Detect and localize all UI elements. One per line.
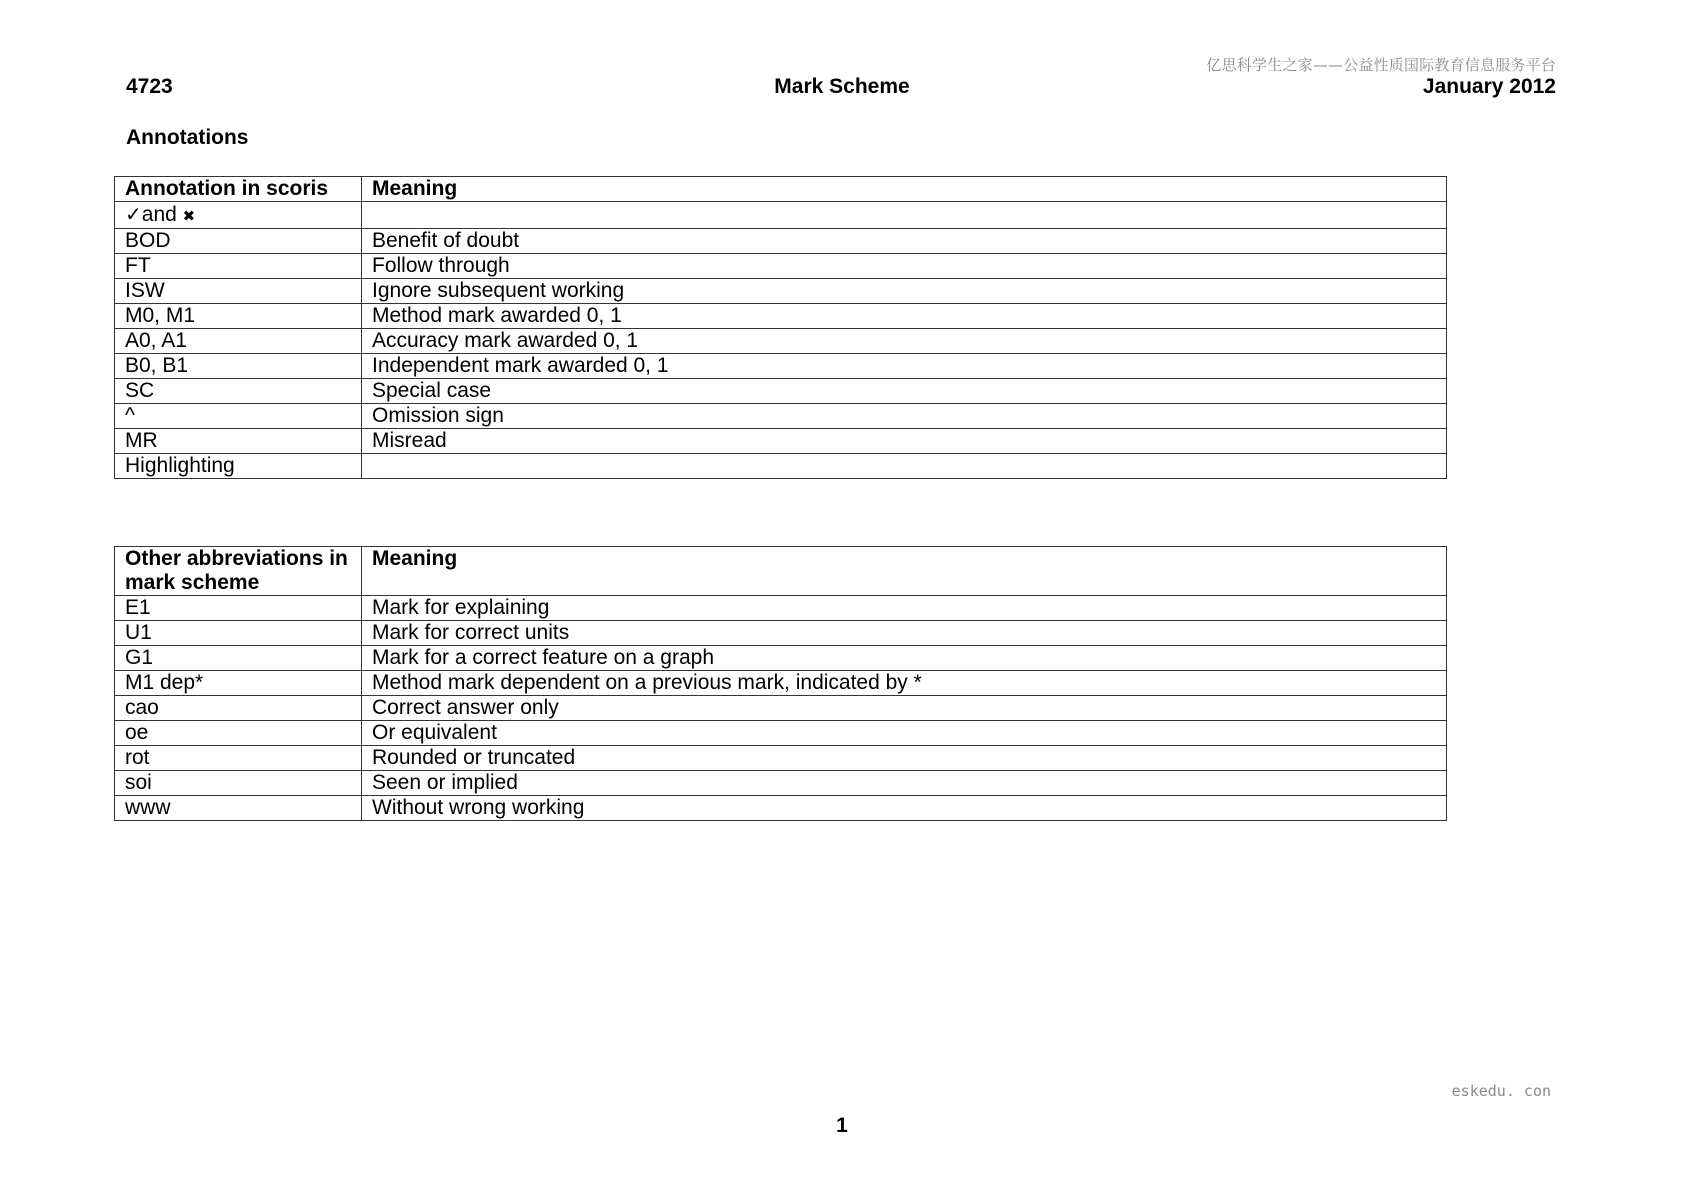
- abbreviations-table-body: [115, 596, 1447, 821]
- table-row: [115, 596, 1447, 621]
- column-header-meaning: Meaning: [362, 177, 1447, 202]
- table-cell-code: G1: [115, 646, 362, 671]
- table-cell-code: ^: [115, 404, 362, 429]
- table-cell-code: A0, A1: [115, 329, 362, 354]
- table-row: [115, 621, 1447, 646]
- table-cell-meaning: Method mark dependent on a previous mark, indicated by *: [362, 671, 1447, 696]
- table-cell-code: www: [115, 796, 362, 821]
- table-row: [115, 671, 1447, 696]
- table-row: [115, 746, 1447, 771]
- table-cell-code: MR: [115, 429, 362, 454]
- table-cell-meaning: Omission sign: [362, 404, 1447, 429]
- table-cell-meaning: Follow through: [362, 254, 1447, 279]
- table-row: [115, 304, 1447, 329]
- paper-code: 4723: [126, 75, 173, 98]
- table-cell-meaning: Mark for a correct feature on a graph: [362, 646, 1447, 671]
- table-cell-code: Highlighting: [115, 454, 362, 479]
- table-row: [115, 404, 1447, 429]
- table-row: [115, 279, 1447, 304]
- table-cell-code: FT: [115, 254, 362, 279]
- table-cell-code: U1: [115, 621, 362, 646]
- table-cell-code: cao: [115, 696, 362, 721]
- table-cell-code: B0, B1: [115, 354, 362, 379]
- table-row: [115, 454, 1447, 479]
- table-row: [115, 329, 1447, 354]
- table-cell-meaning: Method mark awarded 0, 1: [362, 304, 1447, 329]
- table-cell-meaning: Accuracy mark awarded 0, 1: [362, 329, 1447, 354]
- table-cell-meaning: Mark for correct units: [362, 621, 1447, 646]
- table-row: [115, 721, 1447, 746]
- table-cell-code: E1: [115, 596, 362, 621]
- watermark-bottom: eskedu. con: [1451, 1082, 1551, 1100]
- table-cell-meaning: Ignore subsequent working: [362, 279, 1447, 304]
- table-row: [115, 229, 1447, 254]
- table-cell-meaning: Without wrong working: [362, 796, 1447, 821]
- column-header-meaning: Meaning: [362, 547, 1447, 596]
- table-row: [115, 202, 1447, 229]
- table-cell-meaning: [362, 202, 1447, 229]
- table-row: [115, 771, 1447, 796]
- table-cell-code: SC: [115, 379, 362, 404]
- table-row: [115, 646, 1447, 671]
- table-cell-code: oe: [115, 721, 362, 746]
- table-cell-code: M1 dep*: [115, 671, 362, 696]
- table-cell-meaning: Seen or implied: [362, 771, 1447, 796]
- table-header-row: [115, 177, 1447, 202]
- section-title-annotations: Annotations: [126, 126, 249, 149]
- abbreviations-table: [114, 546, 1447, 821]
- table-cell-meaning: Benefit of doubt: [362, 229, 1447, 254]
- table-cell-meaning: Misread: [362, 429, 1447, 454]
- table-cell-code: rot: [115, 746, 362, 771]
- column-header-annotation: Annotation in scoris: [115, 177, 362, 202]
- table-cell-meaning: Correct answer only: [362, 696, 1447, 721]
- column-header-abbreviation: Other abbreviations in mark scheme: [115, 547, 362, 596]
- table-cell-code: ISW: [115, 279, 362, 304]
- table-cell-code: BOD: [115, 229, 362, 254]
- watermark-top: 亿思科学生之家——公益性质国际教育信息服务平台: [1206, 56, 1556, 74]
- table-row: [115, 696, 1447, 721]
- page-number: 1: [836, 1114, 848, 1137]
- table-cell-meaning: Special case: [362, 379, 1447, 404]
- table-cell-meaning: [362, 454, 1447, 479]
- table-row: [115, 354, 1447, 379]
- table-cell-meaning: Independent mark awarded 0, 1: [362, 354, 1447, 379]
- annotations-table: [114, 176, 1447, 479]
- annotations-table-body: [115, 202, 1447, 479]
- exam-date: January 2012: [1422, 75, 1556, 98]
- table-cell-code: soi: [115, 771, 362, 796]
- table-header-row: [115, 547, 1447, 596]
- table-cell-meaning: Mark for explaining: [362, 596, 1447, 621]
- table-row: [115, 254, 1447, 279]
- cross-icon: ✖: [182, 207, 196, 225]
- table-row: [115, 796, 1447, 821]
- table-row: [115, 379, 1447, 404]
- table-row: [115, 429, 1447, 454]
- tick-icon: ✓: [125, 202, 142, 226]
- table-cell-meaning: Rounded or truncated: [362, 746, 1447, 771]
- table-cell-code: M0, M1: [115, 304, 362, 329]
- and-text: and: [141, 203, 177, 226]
- page-title: Mark Scheme: [774, 75, 910, 98]
- table-cell-annotation: [115, 202, 362, 229]
- table-cell-meaning: Or equivalent: [362, 721, 1447, 746]
